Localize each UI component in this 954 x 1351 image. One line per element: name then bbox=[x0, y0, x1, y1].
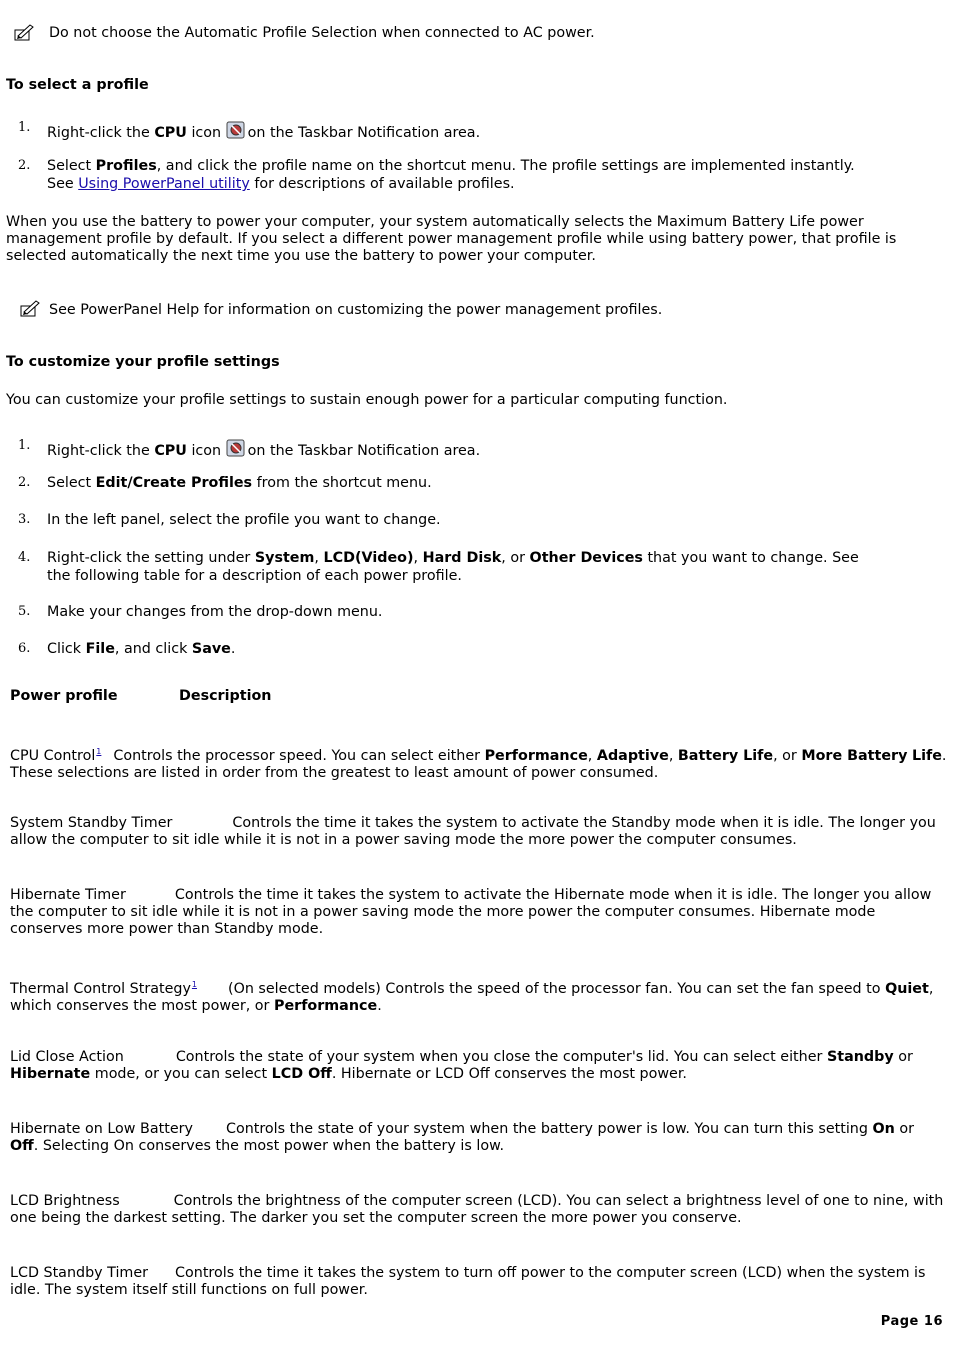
customize-step-3: In the left panel, select the profile you want to change. bbox=[47, 512, 441, 528]
table-row-lcd-brightness: LCD Brightness Controls the brightness of the computer screen (LCD). You can select a brightness level of one to nine, with one being the darkest setting. The darker you set the computer screen the more power you conserve. bbox=[10, 1193, 944, 1226]
step-number: 3. bbox=[18, 512, 31, 527]
table-header-power-profile: Power profile bbox=[10, 688, 118, 704]
table-row-hibernate-timer: Hibernate Timer Controls the time it takes the system to activate the Hibernate mode when it is idle. The longer you allow the computer to sit idle while it is not in a power saving mode the more power the computer consumes. Hibernate mode conserves more power than Standby mode. bbox=[10, 887, 932, 937]
customize-step-4: Right-click the setting under System, LCD(Video), Hard Disk, or Other Devices that you want to change. See bbox=[47, 550, 859, 566]
customize-step-4-line2: the following table for a description of each power profile. bbox=[47, 568, 462, 584]
customize-heading: To customize your profile settings bbox=[6, 354, 280, 370]
step-number: 2. bbox=[18, 475, 31, 490]
battery-paragraph: When you use the battery to power your computer, your system automatically selects the Maximum Battery Life power management profile by default. If you select a different power management profile while using battery power, that profile is selected automatically the next time you use the battery to power your computer. bbox=[6, 214, 897, 264]
table-header-description: Description bbox=[179, 688, 272, 704]
note-pencil-icon bbox=[20, 298, 44, 318]
step-number: 4. bbox=[18, 550, 31, 565]
select-step-2-line2: See Using PowerPanel utility for descriptions of available profiles. bbox=[47, 176, 515, 192]
customize-step-5: Make your changes from the drop-down menu. bbox=[47, 604, 383, 620]
footnote-link[interactable]: 1 bbox=[96, 747, 102, 756]
cpu-icon bbox=[226, 120, 246, 140]
footnote-link[interactable]: 1 bbox=[191, 980, 197, 989]
select-step-2: Select Profiles, and click the profile name on the shortcut menu. The profile settings are implemented instantly. bbox=[47, 158, 855, 174]
note-no-auto-profile: Do not choose the Automatic Profile Selection when connected to AC power. bbox=[49, 25, 595, 41]
profile-name: Lid Close Action bbox=[10, 1049, 124, 1065]
table-row-thermal-control: Thermal Control Strategy$^1$ (On selected models) Controls the speed of the processor fan. You can set the fan speed to Quiet, which conserves the most power, or Performance. bbox=[10, 980, 934, 1014]
step-number: 2. bbox=[18, 158, 31, 173]
step-number: 6. bbox=[18, 641, 31, 656]
profile-name: System Standby Timer bbox=[10, 815, 173, 831]
step-number: 1. bbox=[18, 120, 31, 135]
note-pencil-icon bbox=[14, 22, 38, 42]
profile-name: LCD Brightness bbox=[10, 1193, 120, 1209]
customize-step-2: Select Edit/Create Profiles from the shortcut menu. bbox=[47, 475, 432, 491]
using-powerpanel-link[interactable]: Using PowerPanel utility bbox=[78, 176, 250, 192]
select-profile-heading: To select a profile bbox=[6, 77, 149, 93]
profile-name: Thermal Control Strategy bbox=[10, 980, 191, 997]
step-number: 1. bbox=[18, 438, 31, 453]
select-step-1: Right-click the CPU icon on the Taskbar Notification area. bbox=[47, 120, 480, 142]
cpu-icon bbox=[226, 438, 246, 458]
table-row-cpu-control: CPU Control$^1$ Controls the processor speed. You can select either Performance, Adaptive, Battery Life, or More Battery Life. These selections are listed in order from the greatest to least amount of power consumed. bbox=[10, 747, 947, 781]
step-number: 5. bbox=[18, 604, 31, 619]
profile-name: LCD Standby Timer bbox=[10, 1265, 149, 1281]
profile-name: Hibernate on Low Battery bbox=[10, 1121, 193, 1137]
table-row-system-standby-timer: System Standby Timer Controls the time it takes the system to activate the Standby mode when it is idle. The longer you allow the computer to sit idle while it is not in a power saving mode the more power the computer consumes. bbox=[10, 815, 936, 848]
customize-intro: You can customize your profile settings to sustain enough power for a particular computing function. bbox=[6, 392, 728, 408]
profile-name: CPU Control bbox=[10, 747, 96, 764]
table-row-lcd-standby-timer: LCD Standby Timer Controls the time it takes the system to turn off power to the computer screen (LCD) when the system is idle. The system itself still functions on full power. bbox=[10, 1265, 926, 1298]
page-number: Page 16 bbox=[880, 1314, 943, 1329]
customize-step-1: Right-click the CPU icon on the Taskbar Notification area. bbox=[47, 438, 480, 460]
table-row-hibernate-low-battery: Hibernate on Low Battery Controls the state of your system when the battery power is low. You can turn this setting On or Off. Selecting On conserves the most power when the battery is low. bbox=[10, 1121, 915, 1154]
note-powerpanel-help: See PowerPanel Help for information on customizing the power management profiles. bbox=[49, 302, 663, 318]
profile-name: Hibernate Timer bbox=[10, 887, 126, 903]
table-row-lid-close-action: Lid Close Action Controls the state of your system when you close the computer's lid. You can select either Standby or Hibernate mode, or you can select LCD Off. Hibernate or LCD Off conserves the most power. bbox=[10, 1049, 913, 1082]
customize-step-6: Click File, and click Save. bbox=[47, 641, 236, 657]
